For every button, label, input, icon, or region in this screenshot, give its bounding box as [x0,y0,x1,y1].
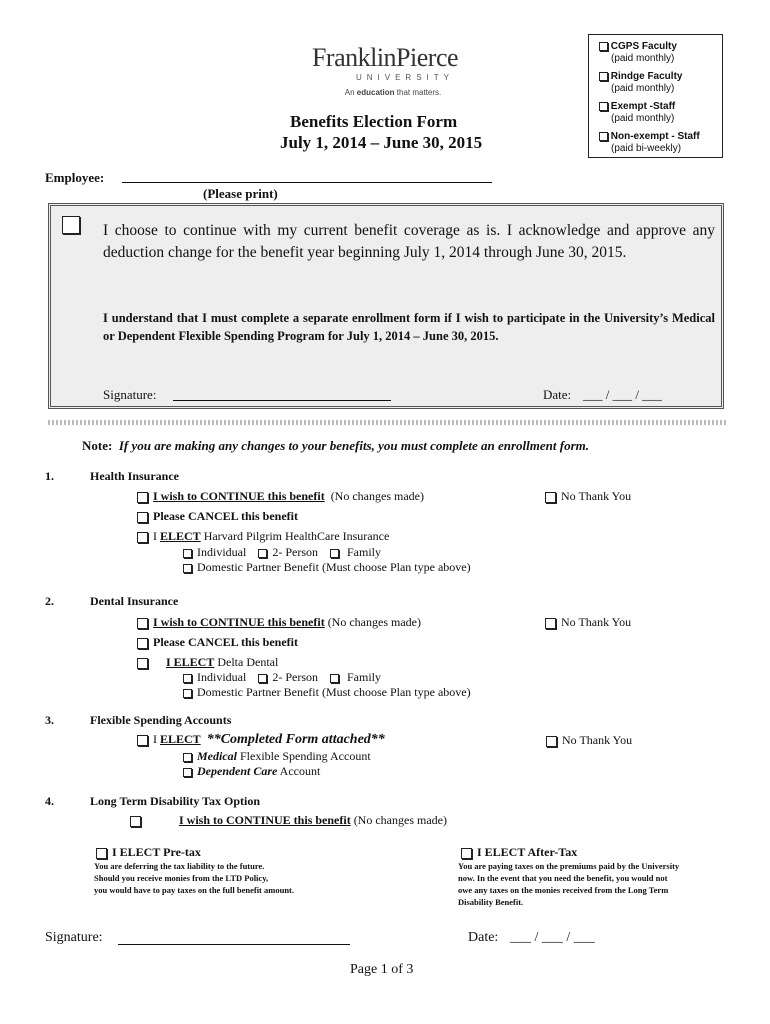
fsa-title: Flexible Spending Accounts [90,713,232,727]
category-cgps[interactable]: CGPS Faculty (paid monthly) [599,41,677,65]
dental-cancel-option[interactable]: Please CANCEL this benefit [137,635,298,650]
dental-elect-option[interactable]: I ELECT Delta Dental [137,655,278,670]
checkbox-icon[interactable] [330,674,339,683]
checkbox-icon[interactable] [137,492,148,503]
checkbox-icon[interactable] [258,549,267,558]
checkbox-icon[interactable] [137,735,148,746]
checkbox-icon[interactable] [137,532,148,543]
category-rindge[interactable]: Rindge Faculty (paid monthly) [599,71,682,95]
date-field[interactable]: ___ / ___ / ___ [510,930,595,945]
page-number: Page 1 of 3 [350,962,414,977]
please-print: (Please print) [203,186,278,201]
health-num: 1. [45,469,54,483]
logo-tagline: An education that matters. [344,88,442,97]
fsa-no-thanks-option[interactable]: No Thank You [546,733,632,748]
continue-coverage-checkbox[interactable] [62,216,80,234]
box-date-label: Date: [543,387,572,402]
box-signature-field[interactable] [173,388,391,401]
health-continue-option[interactable]: I wish to CONTINUE this benefit (No changes made) [137,489,424,504]
dental-domestic-option[interactable]: Domestic Partner Benefit (Must choose Plan type above) [183,685,471,700]
ltd-title: Long Term Disability Tax Option [90,794,261,808]
box-signature-label: Signature: [103,387,157,402]
health-title: Health Insurance [90,469,180,483]
checkbox-icon[interactable] [330,549,339,558]
checkbox-icon[interactable] [461,848,472,859]
dental-num: 2. [45,594,54,608]
ltd-aftertax-option[interactable]: I ELECT After-Tax [461,845,577,860]
date-label: Date: [468,930,499,945]
checkbox-icon[interactable] [258,674,267,683]
fsa-dependent-option[interactable]: Dependent Care Account [183,764,320,779]
checkbox-icon[interactable] [183,564,192,573]
checkbox-icon[interactable] [183,753,192,762]
health-cancel-option[interactable]: Please CANCEL this benefit [137,509,298,524]
logo-name: FranklinPierce [311,43,459,72]
employee-name-field[interactable] [122,168,492,183]
form-dates: July 1, 2014 – June 30, 2015 [280,133,483,152]
ltd-num: 4. [45,794,54,808]
checkbox-icon[interactable] [183,674,192,683]
health-no-thanks-option[interactable]: No Thank You [545,489,631,504]
health-domestic-option[interactable]: Domestic Partner Benefit (Must choose Plan type above) [183,560,471,575]
logo [300,44,470,97]
checkbox-icon[interactable] [137,512,148,523]
checkbox-icon[interactable] [130,816,141,827]
logo-sub: UNIVERSITY [355,73,454,82]
checkbox-icon[interactable] [599,102,608,111]
ltd-pretax-option[interactable]: I ELECT Pre-tax [96,845,201,860]
checkbox-icon[interactable] [599,42,608,51]
checkbox-icon[interactable] [183,768,192,777]
checkbox-icon[interactable] [599,132,608,141]
dental-continue-option[interactable]: I wish to CONTINUE this benefit (No changes made) [137,615,421,630]
continue-coverage-box [48,203,724,409]
checkbox-icon[interactable] [96,848,107,859]
checkbox-icon[interactable] [183,549,192,558]
checkbox-icon[interactable] [137,638,148,649]
fsa-num: 3. [45,713,54,727]
divider [48,420,726,425]
signature-field[interactable] [118,930,350,945]
dental-title: Dental Insurance [90,594,179,608]
checkbox-icon[interactable] [137,658,148,669]
checkbox-icon[interactable] [599,72,608,81]
health-elect-option[interactable]: I ELECT Harvard Pilgrim HealthCare Insurance [137,529,389,544]
checkbox-icon[interactable] [545,618,556,629]
fsa-medical-option[interactable]: Medical Flexible Spending Account [183,749,371,764]
checkbox-icon[interactable] [545,492,556,503]
employee-label: Employee: [45,170,105,185]
box-date-field[interactable]: ___ / ___ / ___ [583,387,662,402]
continue-statement: I choose to continue with my current benefit coverage as is. I acknowledge and approve any deduction change for the benefit year beginning July 1, 2014 through June 30, 2015. [103,222,715,261]
dental-plan-types: Individual 2- Person Family [183,670,381,685]
health-plan-types: Individual 2- Person Family [183,545,381,560]
dental-no-thanks-option[interactable]: No Thank You [545,615,631,630]
category-nonexempt[interactable]: Non-exempt - Staff (paid bi-weekly) [599,131,700,155]
fsa-elect-option[interactable]: I ELECT **Completed Form attached** [137,732,385,748]
ltd-aftertax-text: You are paying taxes on the premiums paid by the University now. In the event that you need the benefit, you would not owe any taxes on the monies received from the Long Term Disability Benefit. [458,861,680,907]
employee-category-box [588,34,723,158]
note: Note: If you are making any changes to your benefits, you must complete an enrollment form. [82,438,590,453]
category-exempt[interactable]: Exempt -Staff (paid monthly) [599,101,675,125]
checkbox-icon[interactable] [137,618,148,629]
signature-label: Signature: [45,930,103,945]
checkbox-icon[interactable] [546,736,557,747]
ltd-continue-option[interactable]: I wish to CONTINUE this benefit (No changes made) [130,813,447,828]
form-title: Benefits Election Form [290,112,458,131]
understand-statement: I understand that I must complete a separate enrollment form if I wish to participate in the University’s Medical or Dependent Flexible Spending Program for July 1, 2014 – June 30, 2015. [103,311,715,343]
ltd-pretax-text: You are deferring the tax liability to the future. Should you receive monies from the LTD Policy, you would have to pay taxes on the full benefit amount. [94,861,295,895]
checkbox-icon[interactable] [183,689,192,698]
